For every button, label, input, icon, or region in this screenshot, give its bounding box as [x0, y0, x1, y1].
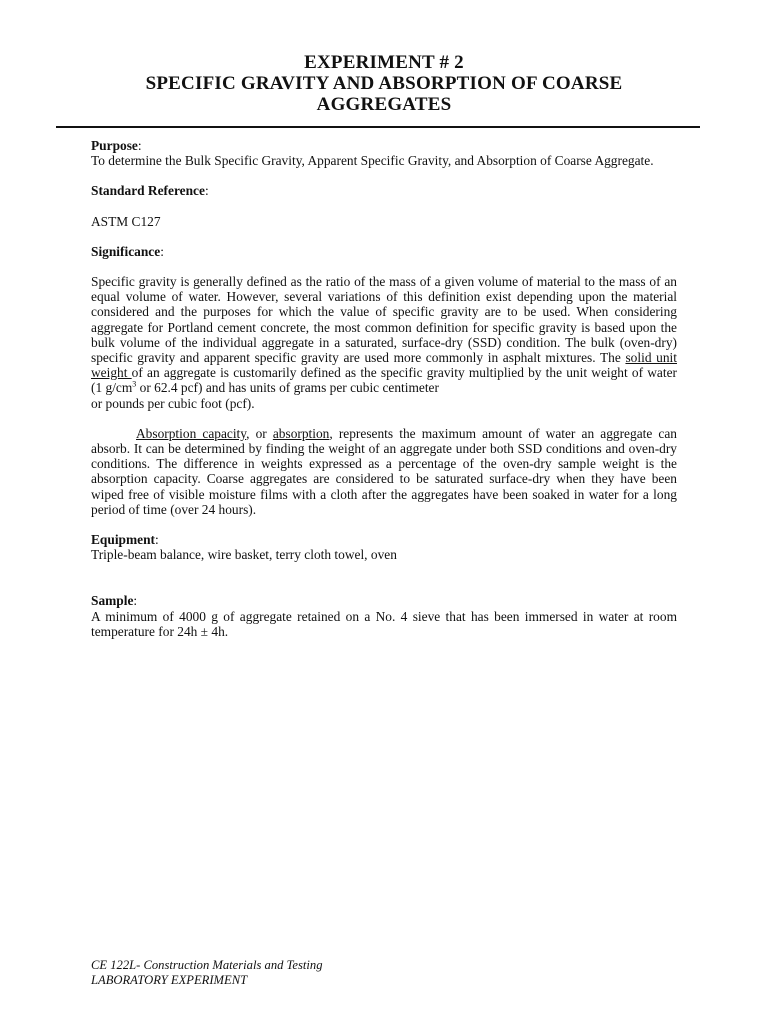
title-line-2: SPECIFIC GRAVITY AND ABSORPTION OF COARSE [145, 73, 623, 94]
standard-reference-text: ASTM C127 [91, 213, 161, 229]
page-footer [91, 958, 491, 987]
purpose-text: To determine the Bulk Specific Gravity, Apparent Specific Gravity, and Absorption of Coarse Aggregate. [91, 153, 654, 169]
document-body [91, 138, 677, 639]
purpose-heading: Purpose: [91, 138, 142, 153]
significance-paragraph-1-end: or pounds per cubic foot (pcf). [91, 395, 255, 411]
absorption-capacity-term: Absorption capacity [136, 425, 247, 441]
absorption-term: absorption [272, 425, 330, 441]
title-divider [56, 126, 700, 128]
footer-course: CE 122L- Construction Materials and Testing [91, 958, 323, 972]
significance-paragraph-2: Absorption capacity, or absorption, represents the maximum amount of water an aggregate can absorb. It can be determined by finding the weight of an aggregate under both SSD conditions and oven-dry conditions. The difference in weights expressed as a percentage of the oven-dry sample weight is the absorption capacity. Coarse aggregates are considered to be saturated surface-dry when they have been wiped free of visible moisture films with a cloth after the aggregates have been soaked in water for a long period of time (over 24 hours). [91, 425, 677, 517]
equipment-heading: Equipment: [91, 532, 159, 548]
solid-unit-weight-term: solid unit weight [91, 350, 677, 381]
sample-heading: Sample: [91, 593, 138, 609]
title-line-1: EXPERIMENT # 2 [304, 52, 464, 73]
title-line-3: AGGREGATES [316, 94, 452, 115]
standard-reference-heading: Standard Reference: [91, 183, 209, 199]
page-title [60, 52, 708, 115]
sample-text: A minimum of 4000 g of aggregate retained on a No. 4 sieve that has been immersed in water at room temperature for 24h ± 4h. [91, 608, 677, 639]
footer-label: LABORATORY EXPERIMENT [91, 972, 248, 987]
significance-paragraph-1: Specific gravity is generally defined as the ratio of the mass of a given volume of material to the mass of an equal volume of water. However, several variations of this definition exist depending upon the material considered and the purposes for which the value of specific gravity are to be used. When considering aggregate for Portland cement concrete, the most common definition for specific gravity is based upon the bulk volume of the individual aggregate in a saturated, surface-dry (SSD) condition. The bulk (oven-dry) specific gravity and apparent specific gravity are used more commonly in asphalt mixtures. The solid unit weight of an aggregate is customarily defined as the specific gravity multiplied by the unit weight of water (1 $g/cm^3$ or 62.4 pcf) and has units of grams per cubic centimeter [91, 274, 678, 396]
equipment-text: Triple-beam balance, wire basket, terry cloth towel, oven [91, 547, 397, 563]
significance-heading: Significance: [91, 243, 164, 259]
